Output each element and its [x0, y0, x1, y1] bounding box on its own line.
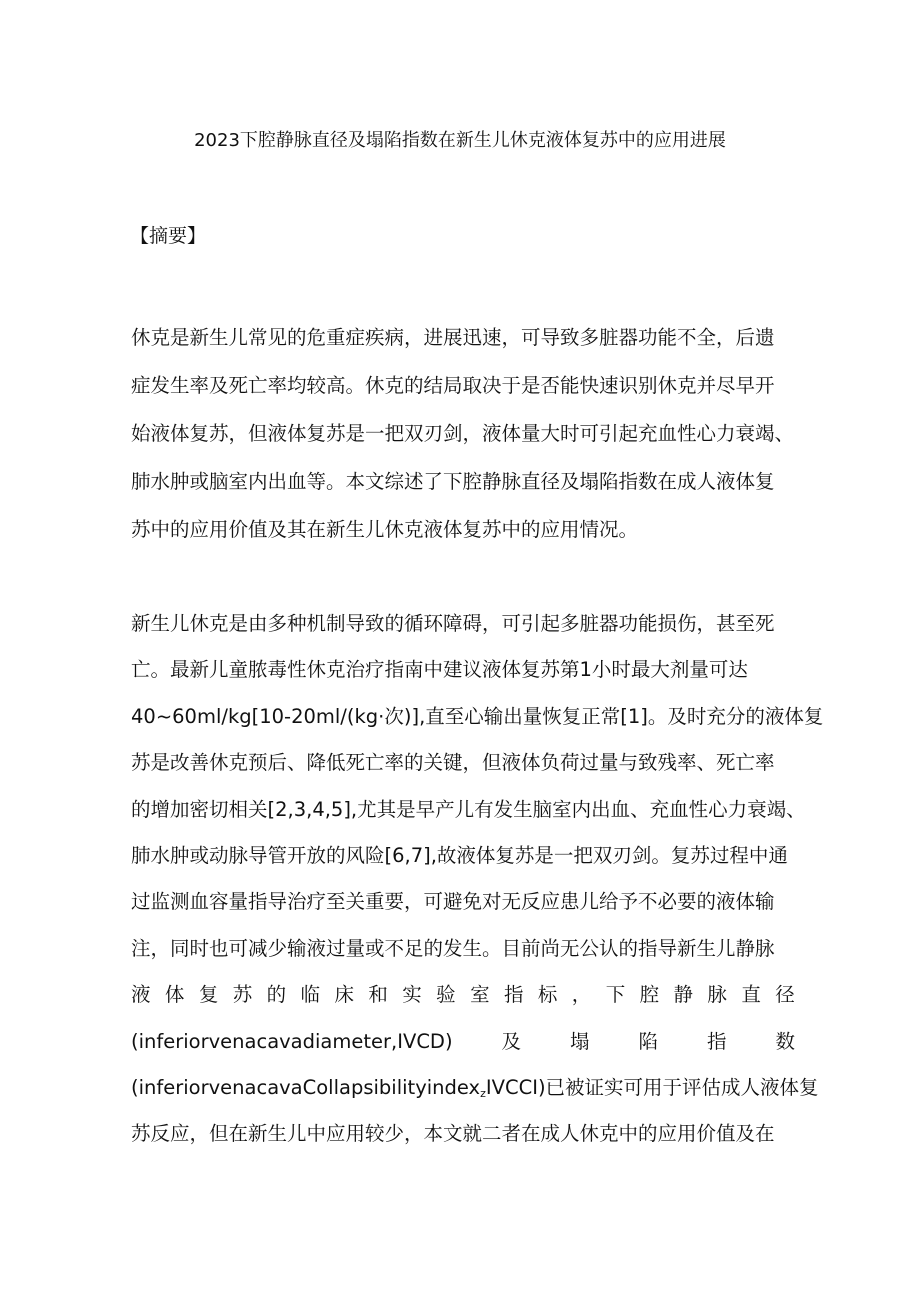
char: 和: [368, 983, 388, 1007]
char: 指: [503, 983, 524, 1007]
justified-line: [131, 1019, 795, 1065]
text-line: 40~60ml/kg[10-20ml/(kg·次)],直至心输出量恢复正常[1]。及时充分的液体复: [131, 704, 824, 728]
text-line: 苏反应，但在新生儿中应用较少，本文就二者在成人休克中的应用价值及在: [131, 1122, 775, 1146]
char: 径: [775, 983, 795, 1007]
word: 陷: [638, 1029, 659, 1053]
text-line: 亡。最新儿童脓毒性休克治疗指南中建议液体复苏第1小时最大剂量可达: [131, 658, 748, 682]
char: 的: [266, 983, 287, 1007]
text-line: 肺水肿或动脉导管开放的风险[6,7],故液体复苏是一把双刃剑。复苏过程中通: [131, 843, 788, 867]
char: 下: [605, 983, 626, 1007]
body-paragraph: [131, 601, 824, 1158]
char: 苏: [232, 983, 253, 1007]
word: 数: [775, 1029, 795, 1053]
char: ，: [571, 983, 592, 1007]
text-line: 的增加密切相关[2,3,4,5],尤其是早产儿有发生脑室内出血、充血性心力衰竭、: [131, 797, 806, 821]
char: 液: [131, 983, 151, 1007]
text-line: 注，同时也可减少输液过量或不足的发生。目前尚无公认的指导新生儿静脉: [131, 936, 775, 960]
char: 验: [436, 983, 456, 1007]
char: 体: [164, 983, 185, 1007]
abstract-heading: 【摘要】: [130, 225, 207, 247]
document-title: 2023下腔静脉直径及塌陷指数在新生儿休克液体复苏中的应用进展: [194, 130, 726, 151]
char: 临: [300, 983, 321, 1007]
word: 塌: [570, 1029, 590, 1053]
ivcci-line: [131, 1065, 819, 1111]
justified-line: [131, 972, 795, 1018]
text-line: 苏中的应用价值及其在新生儿休克液体复苏中的应用情况。: [131, 518, 639, 541]
char: 静: [673, 983, 694, 1007]
text-line: 休克是新生儿常见的危重症疾病，进展迅速，可导致多脏器功能不全，后遗: [131, 326, 775, 349]
char: 床: [334, 983, 354, 1007]
text-line: 苏是改善休克预后、降低死亡率的关键，但液体负荷过量与致残率、死亡率: [131, 751, 775, 775]
char: 实: [402, 983, 422, 1007]
word: 及: [501, 1029, 522, 1053]
char: 腔: [639, 983, 660, 1007]
char: 室: [470, 983, 490, 1007]
word: 指: [706, 1029, 727, 1053]
ivcci-prefix: (inferiorvenacavaCollapsibilityindex: [131, 1075, 481, 1099]
subscript-mark: z: [480, 1086, 486, 1100]
ivcd-term: (inferiorvenacavadiameter,IVCD): [131, 1029, 453, 1053]
char: 标: [537, 983, 558, 1007]
char: 脉: [707, 983, 727, 1007]
text-line: 过监测血容量指导治疗至关重要，可避免对无反应患儿给予不必要的液体输: [131, 890, 775, 914]
ivcci-suffix: IVCCI)已被证实可用于评估成人液体复: [485, 1075, 819, 1099]
text-line: 肺水肿或脑室内出血等。本文综述了下腔静脉直径及塌陷指数在成人液体复: [131, 470, 775, 493]
char: 直: [741, 983, 761, 1007]
text-line: 始液体复苏，但液体复苏是一把双刃剑，液体量大时可引起充血性心力衰竭、: [131, 422, 795, 445]
abstract-paragraph: [131, 314, 795, 554]
char: 复: [198, 983, 219, 1007]
text-line: 新生儿休克是由多种机制导致的循环障碍，可引起多脏器功能损伤，甚至死: [131, 612, 775, 635]
text-line: 症发生率及死亡率均较高。休克的结局取决于是否能快速识别休克并尽早开: [131, 374, 775, 397]
